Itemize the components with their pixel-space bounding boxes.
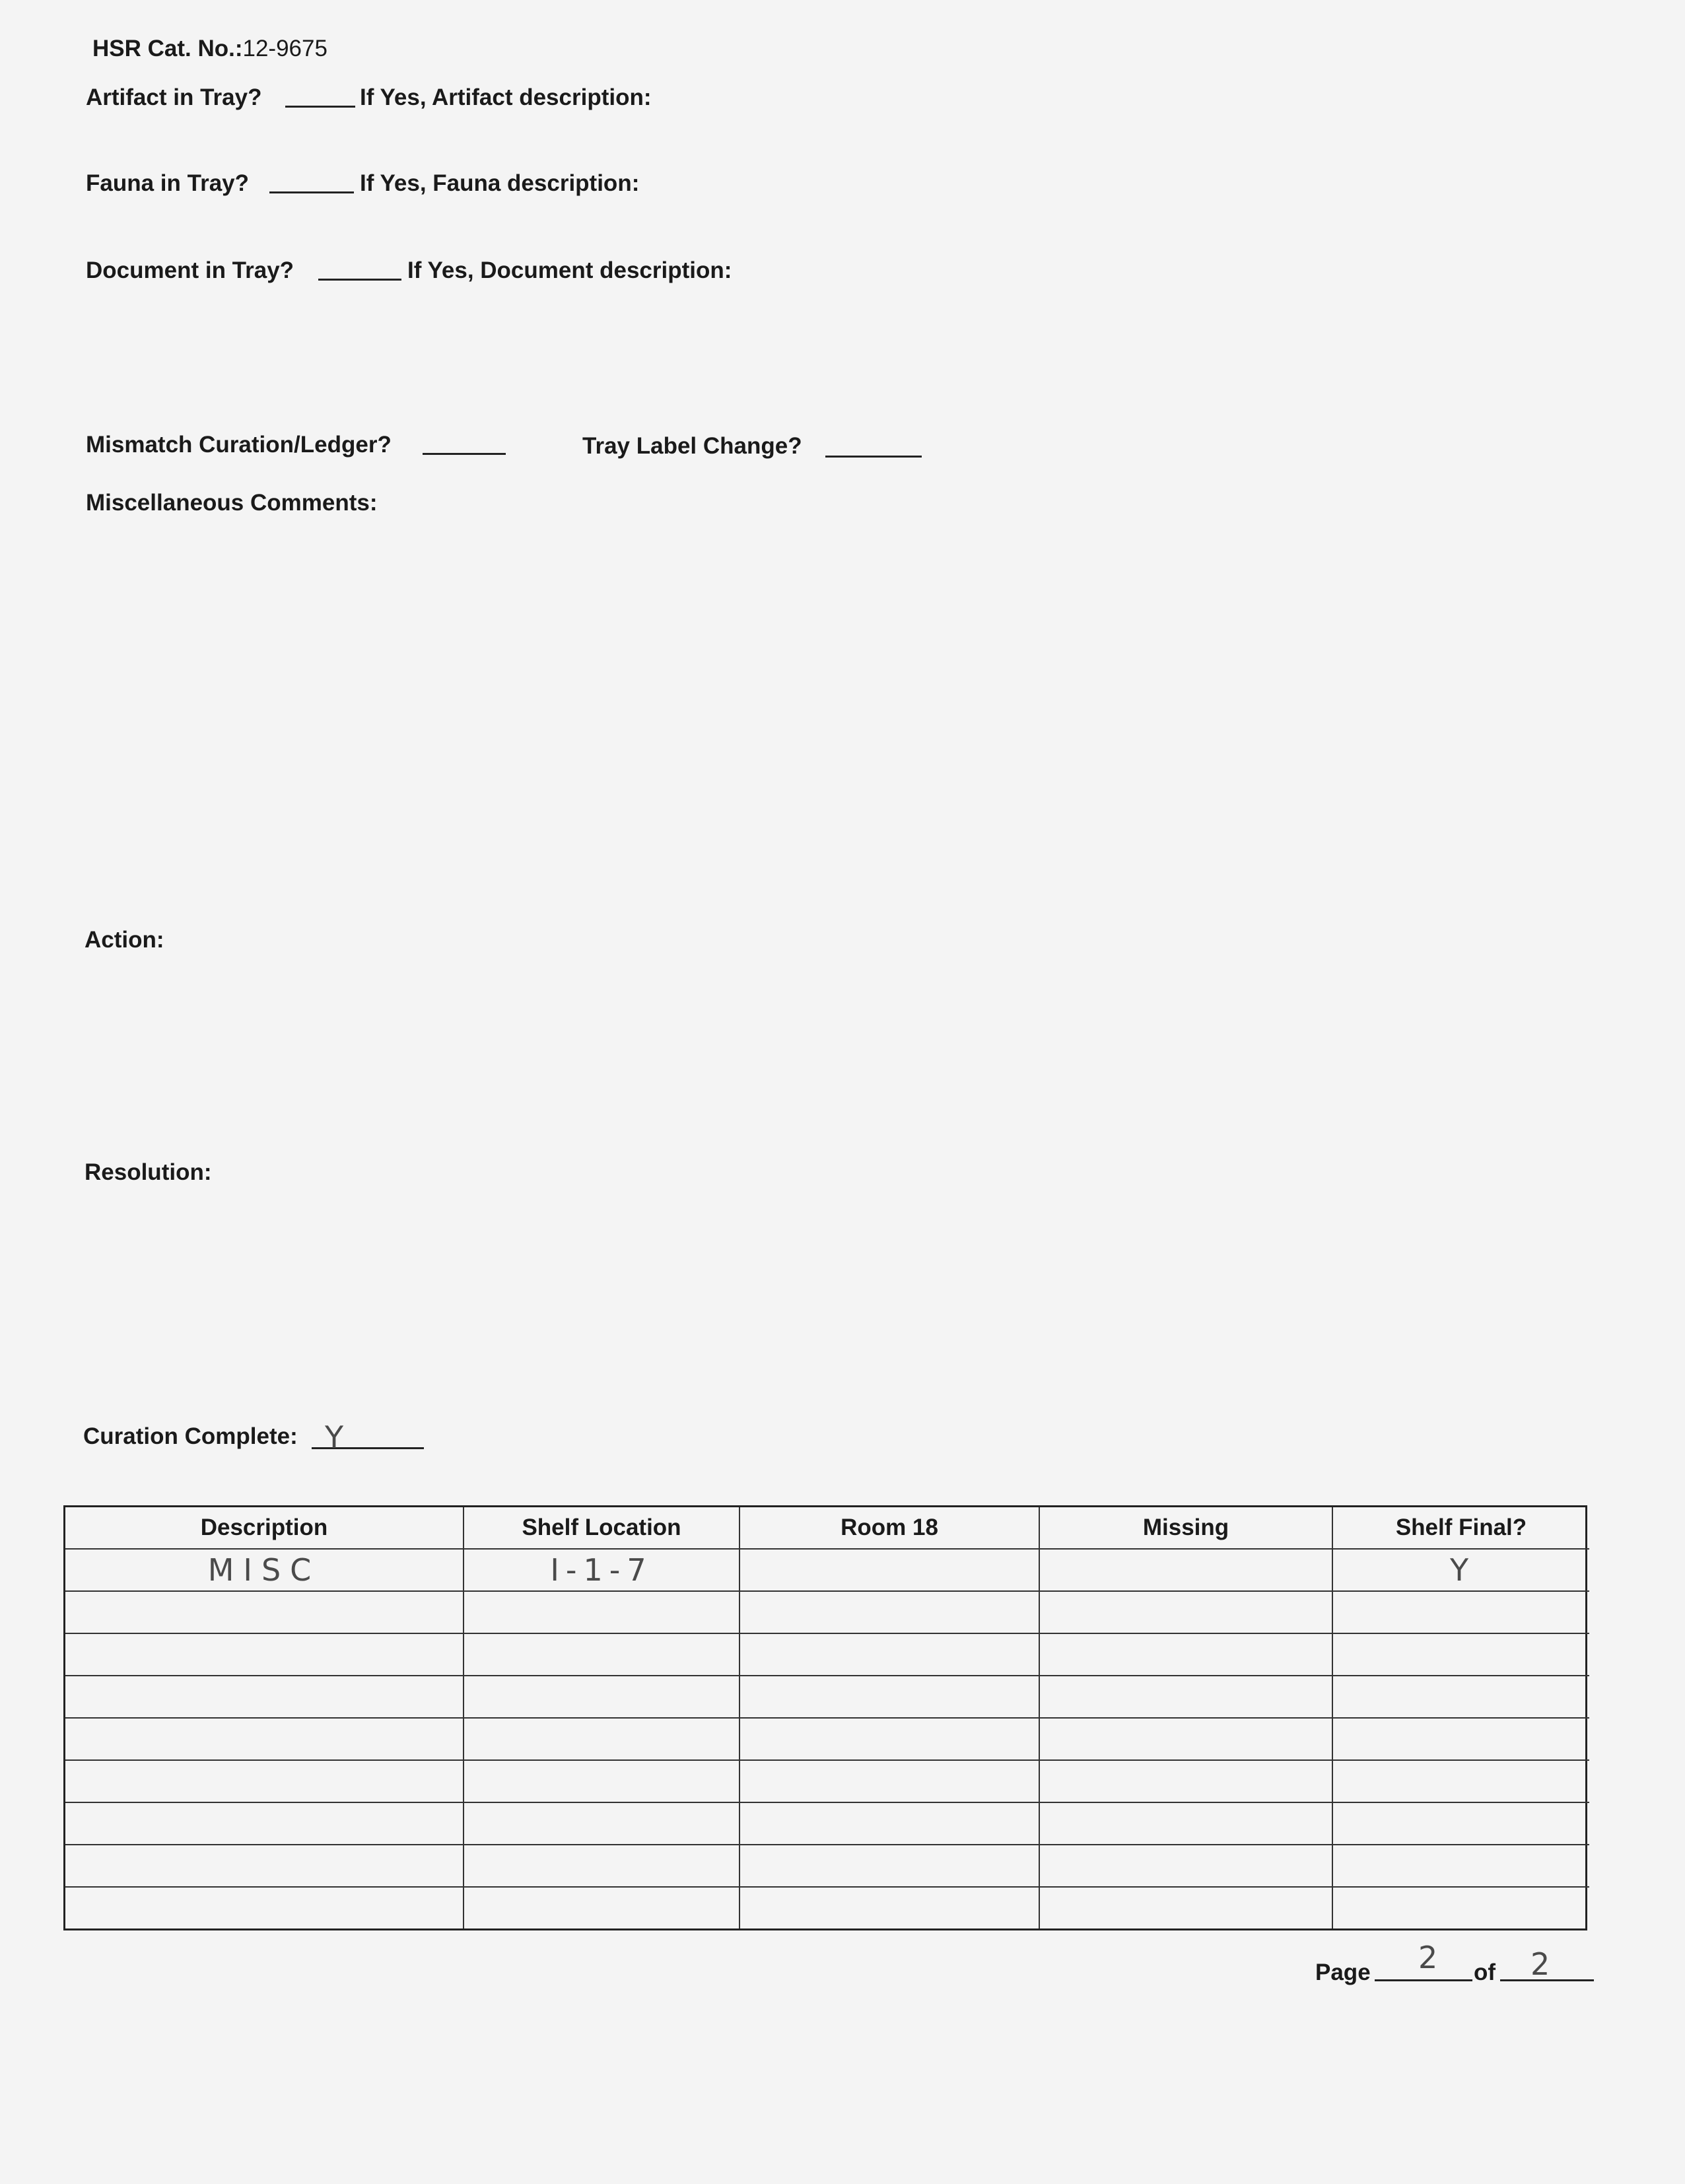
- table-cell[interactable]: [1039, 1802, 1332, 1845]
- table-cell[interactable]: [464, 1845, 739, 1887]
- table-cell[interactable]: [65, 1591, 464, 1633]
- misc-comments-label: Miscellaneous Comments:: [86, 490, 378, 516]
- table-cell[interactable]: [1039, 1845, 1332, 1887]
- table-cell[interactable]: [464, 1887, 739, 1928]
- table-cell[interactable]: [65, 1549, 464, 1591]
- curation-table: [63, 1505, 1587, 1930]
- table-cell[interactable]: [739, 1845, 1039, 1887]
- table-cell[interactable]: [1332, 1676, 1589, 1718]
- fauna-description-label: If Yes, Fauna description:: [360, 170, 640, 196]
- table-cell[interactable]: [1039, 1718, 1332, 1760]
- table-cell[interactable]: [1332, 1718, 1589, 1760]
- cell-description-value: MISC: [207, 1552, 321, 1588]
- col-missing: Missing: [1039, 1507, 1332, 1549]
- table-row: [65, 1760, 1589, 1802]
- table-row: [65, 1676, 1589, 1718]
- curation-complete-value: Y: [325, 1419, 344, 1455]
- col-shelf-location: Shelf Location: [464, 1507, 739, 1549]
- table-cell[interactable]: [739, 1802, 1039, 1845]
- artifact-question: Artifact in Tray?: [86, 85, 262, 110]
- table-cell[interactable]: [65, 1760, 464, 1802]
- resolution-label: Resolution:: [85, 1159, 212, 1185]
- document-answer-line[interactable]: [318, 279, 401, 281]
- table-row: [65, 1549, 1589, 1591]
- table-cell[interactable]: [464, 1591, 739, 1633]
- page-number-value: 2: [1418, 1940, 1438, 1975]
- table-cell[interactable]: [739, 1549, 1039, 1591]
- document-description-label: If Yes, Document description:: [407, 257, 732, 283]
- cat-no-label: [92, 36, 327, 62]
- cell-shelf-location-value: I-1-7: [550, 1552, 653, 1588]
- col-room-18: Room 18: [739, 1507, 1039, 1549]
- table-cell[interactable]: [464, 1760, 739, 1802]
- cat-no-label-text: HSR Cat. No.:: [92, 36, 243, 61]
- table-row: [65, 1802, 1589, 1845]
- table-cell[interactable]: [1039, 1760, 1332, 1802]
- table-cell[interactable]: [65, 1676, 464, 1718]
- table-cell[interactable]: [464, 1676, 739, 1718]
- tray-label-question: Tray Label Change?: [582, 433, 802, 459]
- table-cell[interactable]: [1332, 1760, 1589, 1802]
- cell-shelf-final-value: Y: [1449, 1552, 1473, 1588]
- cat-no-value: 12-9675: [242, 36, 327, 61]
- table-cell[interactable]: [65, 1633, 464, 1676]
- table-cell[interactable]: [739, 1887, 1039, 1928]
- col-description: Description: [65, 1507, 464, 1549]
- fauna-answer-line[interactable]: [269, 191, 354, 193]
- table-cell[interactable]: [739, 1591, 1039, 1633]
- mismatch-question: Mismatch Curation/Ledger?: [86, 432, 392, 458]
- table-cell[interactable]: [1332, 1887, 1589, 1928]
- table-row: [65, 1887, 1589, 1928]
- table-cell[interactable]: [65, 1718, 464, 1760]
- curation-complete-label: Curation Complete:: [83, 1423, 298, 1449]
- table-cell[interactable]: [1039, 1676, 1332, 1718]
- table-cell[interactable]: [1332, 1591, 1589, 1633]
- table-cell[interactable]: [739, 1718, 1039, 1760]
- table-cell[interactable]: [739, 1760, 1039, 1802]
- artifact-description-label: If Yes, Artifact description:: [360, 85, 652, 110]
- table-cell[interactable]: [1039, 1591, 1332, 1633]
- document-question: Document in Tray?: [86, 257, 294, 283]
- fauna-question: Fauna in Tray?: [86, 170, 249, 196]
- mismatch-answer-line[interactable]: [423, 453, 506, 455]
- table-cell[interactable]: [739, 1633, 1039, 1676]
- table-cell[interactable]: [65, 1845, 464, 1887]
- table-cell[interactable]: [739, 1676, 1039, 1718]
- tray-label-answer-line[interactable]: [825, 456, 922, 458]
- table-cell[interactable]: [1332, 1802, 1589, 1845]
- table-cell[interactable]: [65, 1802, 464, 1845]
- table-cell[interactable]: [464, 1633, 739, 1676]
- table-cell[interactable]: [464, 1802, 739, 1845]
- table-cell[interactable]: [1039, 1549, 1332, 1591]
- page-label: Page: [1315, 1960, 1371, 1985]
- table-header-row: [65, 1507, 1589, 1549]
- artifact-answer-line[interactable]: [285, 106, 355, 108]
- of-label: of: [1474, 1960, 1496, 1985]
- table-cell[interactable]: [1039, 1633, 1332, 1676]
- table-row: [65, 1718, 1589, 1760]
- col-shelf-final: Shelf Final?: [1332, 1507, 1589, 1549]
- table-cell[interactable]: [1332, 1633, 1589, 1676]
- table-cell[interactable]: [1332, 1845, 1589, 1887]
- table-cell[interactable]: [1332, 1549, 1589, 1591]
- table-cell[interactable]: [464, 1549, 739, 1591]
- table-row: [65, 1591, 1589, 1633]
- action-label: Action:: [85, 927, 164, 953]
- table-cell[interactable]: [1039, 1887, 1332, 1928]
- table-cell[interactable]: [65, 1887, 464, 1928]
- page-number-line[interactable]: [1375, 1979, 1472, 1981]
- total-pages-value: 2: [1530, 1946, 1550, 1982]
- table-row: [65, 1845, 1589, 1887]
- table-row: [65, 1633, 1589, 1676]
- table-cell[interactable]: [464, 1718, 739, 1760]
